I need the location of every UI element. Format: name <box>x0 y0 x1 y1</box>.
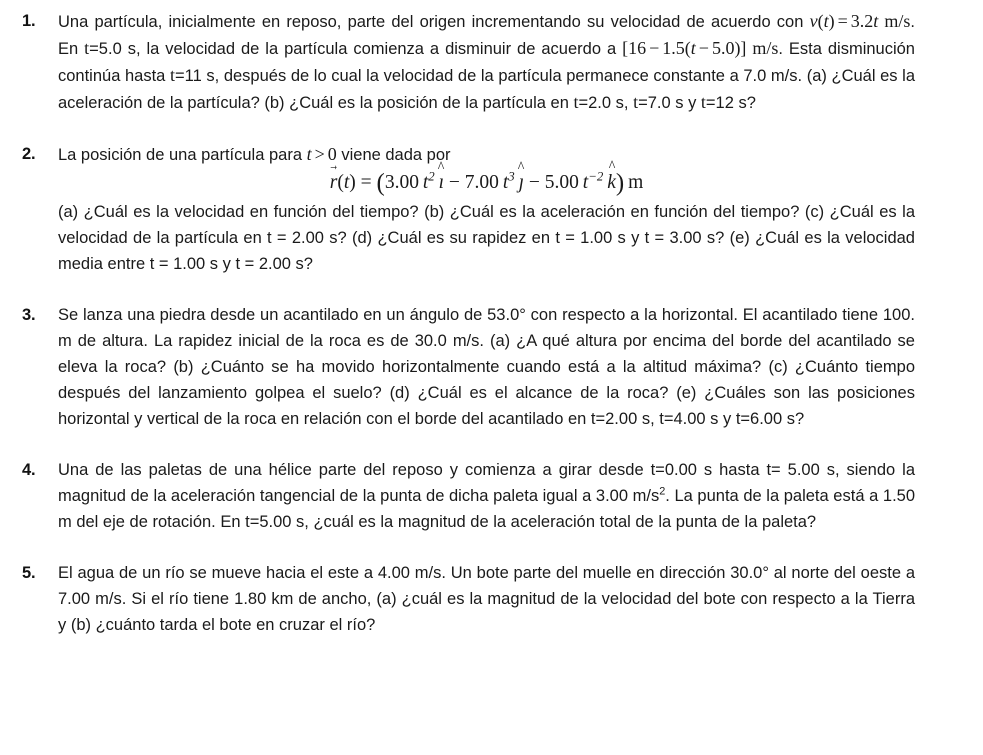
problem-number-4: 4. <box>22 461 36 480</box>
p1-math-decel <box>622 38 778 58</box>
p2-eq-t2-exponent: 3 <box>508 169 515 184</box>
p1-coefficient: 3.2 <box>850 11 874 31</box>
p2-eq-equals: = <box>360 172 372 193</box>
p2-eq-unit-meters: m <box>628 172 644 193</box>
p2-questions: (a) ¿Cuál es la velocidad en función del tiempo? (b) ¿Cuál es la aceleración en función del tiempo? (c) ¿Cuál es la velocidad de la partícula en t = 2.00 s? (d) ¿Cuál es su rapidez en t = 1.00 s y t = 3.00 s? (e) ¿Cuál es la velocidad media entre t = 1.00 s y t = 2.00 s? <box>58 203 915 274</box>
p1-var-t-seven: t <box>633 92 639 112</box>
p1-var-t-two: t <box>573 92 579 112</box>
problem-item-4 <box>22 457 915 535</box>
p2-eq-paren-open: ( <box>337 172 344 193</box>
p1-text-c: =5.0 s, la velocidad de la partícula comienza a disminuir de acuerdo a <box>89 40 623 58</box>
p1-paren-open: ( <box>817 11 824 31</box>
p2-eq-big-paren-close: ) <box>615 169 625 197</box>
p1-unit-ms-2: m/s <box>746 38 779 58</box>
p1-text-d: . Esta disminución continúa hasta <box>58 40 915 85</box>
problem-item-3 <box>22 302 915 432</box>
problem-text-2 <box>58 141 915 277</box>
p2-zero: 0 <box>327 144 337 164</box>
p1-bracket-open: [16 <box>622 38 647 58</box>
p1-paren-close: ) <box>828 11 835 31</box>
problem-text-5 <box>58 560 915 638</box>
p1-math-velocity <box>810 11 911 31</box>
p2-unit-vector-k: k ^ <box>607 170 616 196</box>
p1-var-t2: t <box>873 11 879 31</box>
p2-position-equation <box>58 170 915 196</box>
problem-number-5: 5. <box>22 564 36 583</box>
p1-minus-2: − <box>698 38 709 58</box>
problem-number-3: 3. <box>22 306 36 325</box>
p4-text-a: Una de las paletas de una hélice parte del reposo y comienza a girar desde t=0.00 s hasta t= 5.00 s, siendo la magnitud de la aceleración tangencial de la punta de dicha paleta igual a 3.00 m/s <box>58 461 915 506</box>
problem-number-2: 2. <box>22 145 36 163</box>
p2-eq-coef-2: 7.00 <box>464 172 499 193</box>
p3-text: Se lanza una piedra desde un acantilado en un ángulo de 53.0° con respecto a la horizontal. El acantilado tiene 100. m de altura. La rapidez inicial de la roca es de 30.0 m/s. (a) ¿A qué altura por encima del borde del acantilado se eleva la roca? (b) ¿Cuánto se ha movido horizontalmente cuando está a la altitud máxima? (c) ¿Cuánto tiempo después del lanzamiento golpea el suelo? (d) ¿Cuál es el alcance de la roca? (e) ¿Cuáles son las posiciones horizontal y vertical de la roca en relación con el borde del acantilado en t=2.00 s, t=4.00 s y t=6.00 s? <box>58 306 915 429</box>
p1-text-f: =2.0 s, <box>578 94 634 112</box>
p1-var-t-five: t <box>84 38 90 58</box>
problem-text-1 <box>58 8 915 116</box>
p5-text: El agua de un río se mueve hacia el este a 4.00 m/s. Un bote parte del muelle en dirección 30.0° al norte del oeste a 7.00 m/s. Si el río tiene 1.80 km de ancho, (a) ¿cuál es la magnitud de la velocidad del bote con respecto a la Tierra y (b) ¿cuánto tarda el bote en cruzar el río? <box>58 564 915 635</box>
p1-text-b: . En <box>58 13 915 58</box>
p2-eq-minus-1: − <box>448 172 460 193</box>
p2-eq-minus-2: − <box>528 172 540 193</box>
p1-coef-15: 1.5( <box>662 38 691 58</box>
p2-text-a: La posición de una partícula para <box>58 146 307 164</box>
p1-text-h: =12 s? <box>705 94 756 112</box>
p1-text-g: =7.0 s y <box>638 94 701 112</box>
p2-unit-vector-j: ȷ ^ <box>519 170 524 196</box>
problem-number-1: 1. <box>22 12 36 30</box>
p2-eq-var-t: t <box>343 172 350 193</box>
p4-superscript-squared: 2 <box>659 485 666 498</box>
p2-eq-t3: t <box>582 172 589 193</box>
p2-eq-t3-exponent: −2 <box>588 169 604 184</box>
p2-eq-coef-3: 5.00 <box>544 172 579 193</box>
p1-bracket-close: 5.0)] <box>711 38 747 58</box>
p1-unit-ms: m/s <box>878 11 911 31</box>
p2-vector-r: r → <box>330 170 338 196</box>
p2-eq-big-paren-open: ( <box>376 169 385 197</box>
p2-intro-line <box>58 141 915 168</box>
problem-item-5 <box>22 560 915 638</box>
problem-text-4 <box>58 457 915 535</box>
p4-text-b: . La punta de la paleta está a 1.50 m del eje de rotación. En t=5.00 s, ¿cuál es la magnitud de la aceleración total de la punta de la paleta? <box>58 487 916 532</box>
p1-var-t-eleven: t <box>169 65 175 85</box>
p1-var-v: v <box>809 11 818 31</box>
p2-unit-vector-i: ı ^ <box>439 170 444 196</box>
p2-var-t: t <box>306 144 312 164</box>
p2-eq-t1: t <box>422 172 429 193</box>
p2-eq-coef-1: 3.00 <box>384 172 419 193</box>
p1-equals: = <box>837 11 848 31</box>
p2-text-b: viene dada por <box>336 146 451 164</box>
p1-var-t3: t <box>690 38 696 58</box>
p2-eq-t1-exponent: 2 <box>428 169 435 184</box>
p2-greater-than: > <box>314 144 325 164</box>
p2-eq-paren-close: ) <box>349 172 356 193</box>
p1-text-a: Una partícula, inicialmente en reposo, parte del origen incrementando su velocidad de acuerdo con <box>58 13 810 31</box>
p1-var-t-twelve: t <box>700 92 706 112</box>
problem-item-2 <box>22 141 915 277</box>
p2-eq-t2: t <box>502 172 509 193</box>
p1-minus-1: − <box>649 38 660 58</box>
problem-item-1 <box>22 8 915 116</box>
p1-var-t: t <box>823 11 829 31</box>
problem-text-3 <box>58 302 915 432</box>
p1-text-e: =11 s, después de lo cual la velocidad de la partícula permanece constante a 7.0 m/s. (a) ¿Cuál es la aceleración de la partícula? (b) ¿Cuál es la posición de la partícula en <box>58 67 915 112</box>
